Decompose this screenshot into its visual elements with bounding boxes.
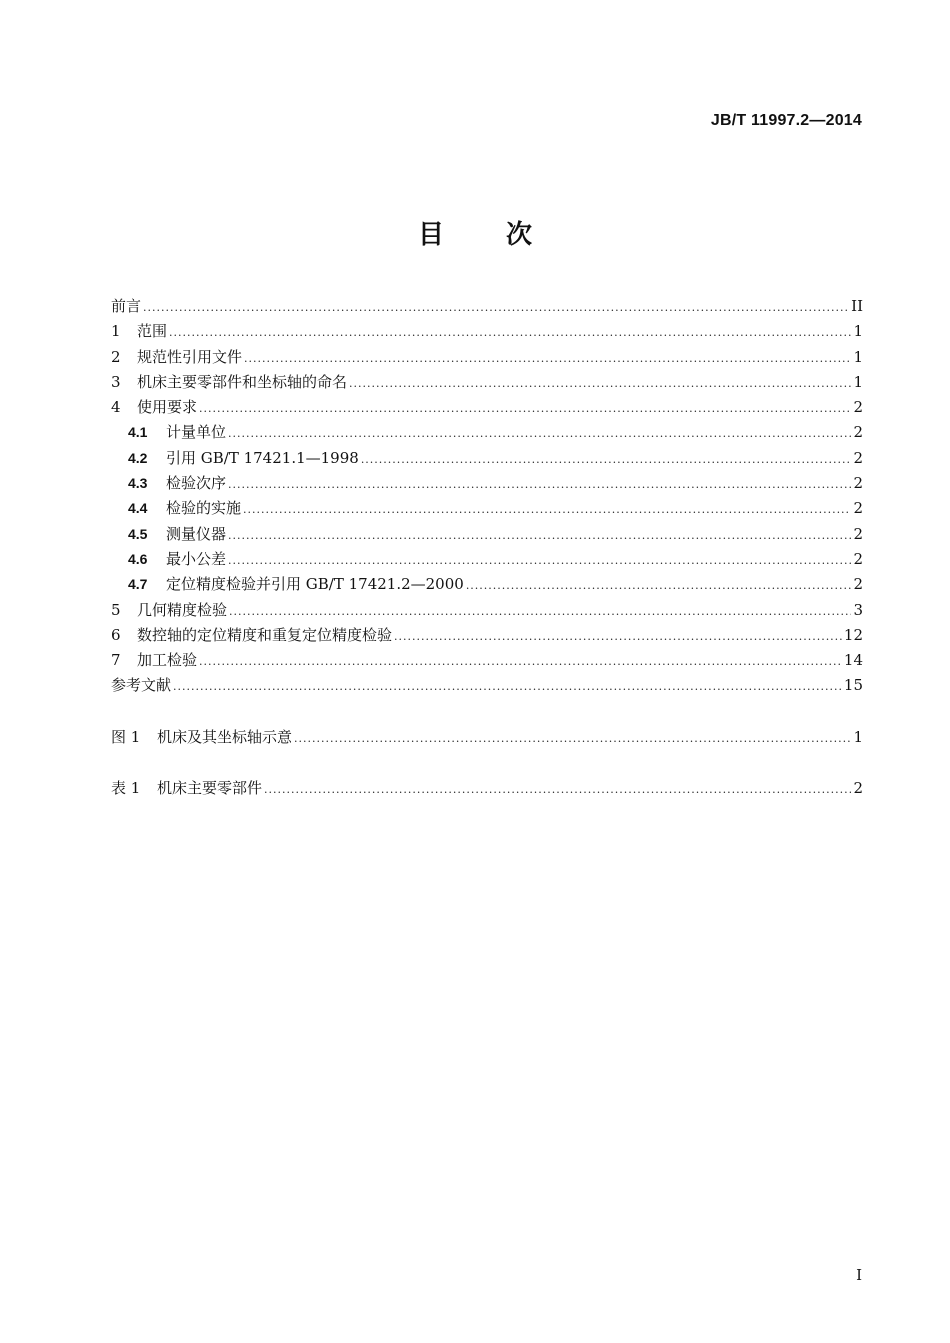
toc-leader-dots	[143, 295, 849, 320]
toc-entry-page: 1	[853, 347, 863, 366]
toc-entry-number: 4.4	[128, 500, 148, 517]
toc-entry-2[interactable]	[111, 345, 863, 370]
toc-entry-text: 范围	[137, 322, 168, 341]
toc-entry-number: 4.5	[128, 525, 148, 542]
figure-page: 1	[853, 727, 863, 746]
figure-list-entry[interactable]	[111, 725, 863, 750]
toc-entry-page: 14	[843, 651, 863, 670]
toc-entry-page: 3	[853, 600, 863, 619]
toc-leader-dots	[243, 497, 851, 522]
toc-leader-dots	[294, 726, 851, 751]
toc-entry-page: 1	[853, 372, 863, 391]
toc-entry-number: 6	[111, 625, 121, 644]
toc-leader-dots	[228, 523, 851, 548]
toc-entry-4-7[interactable]	[111, 572, 863, 597]
toc-leader-dots	[229, 599, 851, 624]
toc-entry-4-1[interactable]	[111, 420, 863, 445]
toc-leader-dots	[264, 777, 851, 802]
toc-entry-bibliography[interactable]	[111, 673, 863, 698]
toc-entry-page: 15	[843, 676, 863, 695]
toc-entry-text: 计量单位	[166, 423, 227, 442]
toc-entry-foreword[interactable]	[111, 294, 863, 319]
toc-leader-dots	[361, 447, 852, 472]
toc-entry-number: 3	[111, 372, 121, 391]
table-list-entry[interactable]	[111, 776, 863, 801]
toc-leader-dots	[394, 624, 842, 649]
toc-entry-page: 2	[853, 549, 863, 568]
toc-entry-text: 最小公差	[166, 549, 227, 568]
toc-entry-5[interactable]	[111, 598, 863, 623]
toc-entry-page: 12	[843, 625, 863, 644]
toc-entry-page: 2	[853, 398, 863, 417]
toc-leader-dots	[169, 320, 851, 345]
toc-leader-dots	[244, 346, 851, 371]
toc-entry-text: 引用 GB/T 17421.1—1998	[166, 448, 359, 467]
toc-entry-number: 2	[111, 347, 121, 366]
toc-entry-number: 5	[111, 600, 121, 619]
toc-entry-text: 加工检验	[137, 651, 198, 670]
figure-label: 图 1	[111, 727, 141, 746]
toc-entry-7[interactable]	[111, 648, 863, 673]
toc-entry-4-4[interactable]	[111, 496, 863, 521]
toc-entry-page: II	[851, 297, 863, 315]
figure-title: 机床及其坐标轴示意	[157, 727, 293, 746]
toc-entry-text: 定位精度检验并引用 GB/T 17421.2—2000	[166, 575, 464, 594]
toc-entry-number: 4	[111, 398, 121, 417]
toc-leader-dots	[466, 573, 852, 598]
toc-entry-4-6[interactable]	[111, 547, 863, 572]
toc-entry-page: 2	[853, 448, 863, 467]
toc-leader-dots	[228, 548, 851, 573]
toc-entry-page: 1	[853, 322, 863, 341]
toc-entry-number: 4.7	[128, 576, 148, 593]
table-title: 机床主要零部件	[157, 779, 263, 798]
toc-entry-3[interactable]	[111, 370, 863, 395]
toc-entry-number: 1	[111, 322, 121, 341]
toc-entry-text: 使用要求	[137, 398, 198, 417]
toc-entry-4[interactable]	[111, 395, 863, 420]
page-title: 目次	[417, 220, 594, 250]
toc-entry-4-5[interactable]	[111, 522, 863, 547]
toc-entry-page: 2	[853, 499, 863, 518]
toc-entry-text: 机床主要零部件和坐标轴的命名	[137, 372, 348, 391]
toc-leader-dots	[228, 421, 851, 446]
toc-entry-text: 参考文献	[111, 676, 172, 695]
toc-entry-4-2[interactable]	[111, 446, 863, 471]
toc-spacer	[111, 699, 863, 725]
toc-entry-number: 4.6	[128, 550, 148, 567]
toc-entry-number: 7	[111, 651, 121, 670]
table-of-contents	[111, 294, 863, 801]
toc-entry-page: 2	[853, 524, 863, 543]
toc-entry-6[interactable]	[111, 623, 863, 648]
toc-leader-dots	[199, 649, 842, 674]
toc-leader-dots	[228, 472, 851, 497]
toc-entry-4-3[interactable]	[111, 471, 863, 496]
toc-entry-text: 检验的实施	[166, 499, 242, 518]
toc-entry-number: 4.1	[128, 424, 148, 441]
document-code: JB/T 11997.2—2014	[710, 112, 862, 129]
toc-entry-text: 测量仪器	[166, 524, 227, 543]
page-number: I	[856, 1266, 862, 1284]
table-page: 2	[853, 779, 863, 798]
toc-entry-page: 2	[853, 474, 863, 493]
toc-entry-text: 数控轴的定位精度和重复定位精度检验	[137, 625, 393, 644]
toc-entry-text: 检验次序	[166, 474, 227, 493]
toc-leader-dots	[173, 674, 842, 699]
toc-entry-text: 几何精度检验	[137, 600, 228, 619]
toc-entry-text: 规范性引用文件	[137, 347, 243, 366]
toc-entry-page: 2	[853, 575, 863, 594]
toc-entry-text: 前言	[111, 297, 142, 315]
toc-spacer	[111, 750, 863, 776]
toc-entry-number: 4.3	[128, 475, 148, 492]
toc-leader-dots	[199, 396, 851, 421]
toc-entry-page: 2	[853, 423, 863, 442]
toc-entry-1[interactable]	[111, 319, 863, 344]
toc-entry-number: 4.2	[128, 449, 148, 466]
toc-leader-dots	[349, 371, 851, 396]
table-label: 表 1	[111, 779, 141, 798]
